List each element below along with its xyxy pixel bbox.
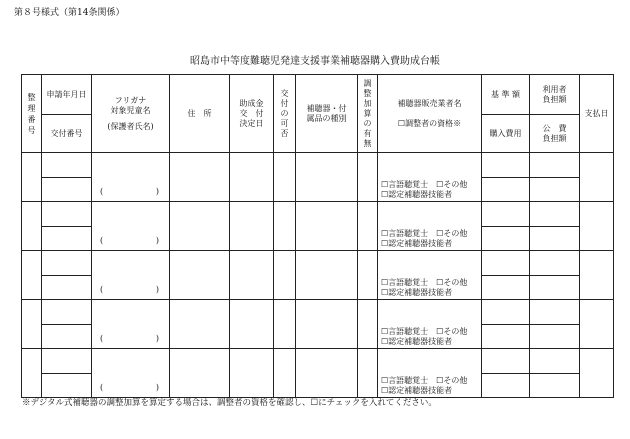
cell-chosei-kasan[interactable] (358, 300, 378, 349)
header-kijun-gaku: 基 準 額 (482, 75, 530, 115)
cell-jusho[interactable] (170, 153, 230, 202)
cell-seiri-bango[interactable] (22, 202, 42, 251)
cell-riyosha-futan[interactable] (530, 300, 580, 325)
table-row (22, 153, 614, 178)
cell-seiri-bango[interactable] (22, 349, 42, 398)
cell-kofu-kahi[interactable] (274, 251, 296, 300)
cell-josei-kin-date[interactable] (230, 153, 274, 202)
cell-shiharai-bi[interactable] (580, 300, 614, 349)
check-line-2: ☐認定補聴器技能者 (381, 190, 453, 199)
header-child-name: フリガナ 対象児童名 (保護者氏名) (92, 75, 170, 153)
table-body (22, 153, 614, 398)
cell-child-name[interactable] (92, 153, 170, 202)
header-shiharai-bi: 支払日 (580, 75, 614, 153)
cell-hochoki-type[interactable] (296, 202, 358, 251)
check-line-2: ☐認定補聴器技能者 (381, 386, 453, 395)
paren-open: ( (100, 383, 104, 392)
cell-shiharai-bi[interactable] (580, 251, 614, 300)
cell-konyu-hiyo[interactable] (482, 276, 530, 300)
cell-jusho[interactable] (170, 202, 230, 251)
paren-close: ) (155, 285, 159, 294)
cell-kofu-bango[interactable] (42, 276, 92, 300)
table-row (22, 251, 614, 276)
cell-child-name[interactable] (92, 349, 170, 398)
check-line-2: ☐認定補聴器技能者 (381, 337, 453, 346)
cell-hanbaisha-check[interactable] (378, 349, 482, 398)
cell-kofu-bango[interactable] (42, 178, 92, 202)
cell-seiri-bango[interactable] (22, 153, 42, 202)
cell-kofu-kahi[interactable] (274, 202, 296, 251)
cell-shiharai-bi[interactable] (580, 202, 614, 251)
cell-chosei-kasan[interactable] (358, 153, 378, 202)
cell-hanbaisha-check[interactable] (378, 251, 482, 300)
header-seiri-bango: 整理番号 (22, 75, 42, 153)
cell-hochoki-type[interactable] (296, 251, 358, 300)
header-kofu-bango: 交付番号 (42, 115, 92, 153)
table-row (22, 300, 614, 325)
cell-konyu-hiyo[interactable] (482, 227, 530, 251)
table-row (22, 202, 614, 227)
cell-konyu-hiyo[interactable] (482, 325, 530, 349)
cell-kijun-gaku[interactable] (482, 153, 530, 178)
table-row (22, 349, 614, 374)
paren-open: ( (100, 334, 104, 343)
cell-shiharai-bi[interactable] (580, 349, 614, 398)
cell-shinsei-nengappi[interactable] (42, 251, 92, 276)
header-kohi-futan: 公 費 負担額 (530, 115, 580, 153)
paren-close: ) (155, 187, 159, 196)
cell-jusho[interactable] (170, 300, 230, 349)
header-riyosha-futan: 利用者 負担額 (530, 75, 580, 115)
header-kofu-kahi: 交付の可否 (274, 75, 296, 153)
paren-open: ( (100, 187, 104, 196)
paren-open: ( (100, 285, 104, 294)
cell-chosei-kasan[interactable] (358, 202, 378, 251)
cell-kohi-futan[interactable] (530, 276, 580, 300)
cell-child-name[interactable] (92, 251, 170, 300)
check-line-1: ☐言語聴覚士 ☐その他 (381, 327, 468, 336)
cell-kofu-bango[interactable] (42, 227, 92, 251)
cell-kofu-kahi[interactable] (274, 349, 296, 398)
cell-kijun-gaku[interactable] (482, 300, 530, 325)
header-hanbaisha: 補聴器販売業者名 ☐調整者の資格※ (378, 75, 482, 153)
header-hochoki-type: 補聴器・付 属品の種別 (296, 75, 358, 153)
cell-child-name[interactable] (92, 300, 170, 349)
cell-chosei-kasan[interactable] (358, 251, 378, 300)
cell-hanbaisha-check[interactable] (378, 202, 482, 251)
cell-chosei-kasan[interactable] (358, 349, 378, 398)
check-line-1: ☐言語聴覚士 ☐その他 (381, 180, 468, 189)
subsidy-ledger-table (21, 74, 614, 398)
cell-shinsei-nengappi[interactable] (42, 349, 92, 374)
cell-josei-kin-date[interactable] (230, 251, 274, 300)
footnote: ※デジタル式補聴器の調整加算を算定する場合は、調整者の資格を確認し、☐にチェックを入れてください。 (22, 398, 437, 408)
cell-riyosha-futan[interactable] (530, 202, 580, 227)
cell-riyosha-futan[interactable] (530, 251, 580, 276)
cell-hanbaisha-check[interactable] (378, 153, 482, 202)
cell-shinsei-nengappi[interactable] (42, 153, 92, 178)
header-chosei-kasan: 調整加算の有無 (358, 75, 378, 153)
cell-hanbaisha-check[interactable] (378, 300, 482, 349)
cell-kijun-gaku[interactable] (482, 349, 530, 374)
check-line-1: ☐言語聴覚士 ☐その他 (381, 229, 468, 238)
header-konyu-hiyo: 購入費用 (482, 115, 530, 153)
table-header (22, 75, 614, 153)
header-shinsei-nengappi: 申請年月日 (42, 75, 92, 115)
cell-jusho[interactable] (170, 349, 230, 398)
cell-kijun-gaku[interactable] (482, 202, 530, 227)
cell-hochoki-type[interactable] (296, 300, 358, 349)
cell-hochoki-type[interactable] (296, 153, 358, 202)
cell-kohi-futan[interactable] (530, 325, 580, 349)
check-line-2: ☐認定補聴器技能者 (381, 239, 453, 248)
header-jusho: 住 所 (170, 75, 230, 153)
cell-hochoki-type[interactable] (296, 349, 358, 398)
paren-close: ) (155, 383, 159, 392)
cell-kofu-kahi[interactable] (274, 153, 296, 202)
cell-seiri-bango[interactable] (22, 251, 42, 300)
cell-konyu-hiyo[interactable] (482, 178, 530, 202)
header-josei-kin-date: 助成金 交 付 決定日 (230, 75, 274, 153)
cell-kofu-bango[interactable] (42, 325, 92, 349)
cell-konyu-hiyo[interactable] (482, 374, 530, 398)
cell-kohi-futan[interactable] (530, 374, 580, 398)
cell-kijun-gaku[interactable] (482, 251, 530, 276)
cell-seiri-bango[interactable] (22, 300, 42, 349)
cell-kofu-kahi[interactable] (274, 300, 296, 349)
cell-kohi-futan[interactable] (530, 178, 580, 202)
paren-open: ( (100, 236, 104, 245)
cell-josei-kin-date[interactable] (230, 349, 274, 398)
cell-kohi-futan[interactable] (530, 227, 580, 251)
paren-close: ) (155, 334, 159, 343)
check-line-1: ☐言語聴覚士 ☐その他 (381, 278, 468, 287)
cell-child-name[interactable] (92, 202, 170, 251)
cell-shinsei-nengappi[interactable] (42, 300, 92, 325)
form-number: 第８号様式（第14条関係） (14, 8, 125, 18)
cell-shiharai-bi[interactable] (580, 153, 614, 202)
cell-shinsei-nengappi[interactable] (42, 202, 92, 227)
cell-riyosha-futan[interactable] (530, 153, 580, 178)
cell-riyosha-futan[interactable] (530, 349, 580, 374)
cell-kofu-bango[interactable] (42, 374, 92, 398)
cell-josei-kin-date[interactable] (230, 202, 274, 251)
cell-jusho[interactable] (170, 251, 230, 300)
cell-josei-kin-date[interactable] (230, 300, 274, 349)
paren-close: ) (155, 236, 159, 245)
check-line-1: ☐言語聴覚士 ☐その他 (381, 376, 468, 385)
page-title: 昭島市中等度難聴児発達支援事業補聴器購入費助成台帳 (190, 56, 440, 67)
check-line-2: ☐認定補聴器技能者 (381, 288, 453, 297)
